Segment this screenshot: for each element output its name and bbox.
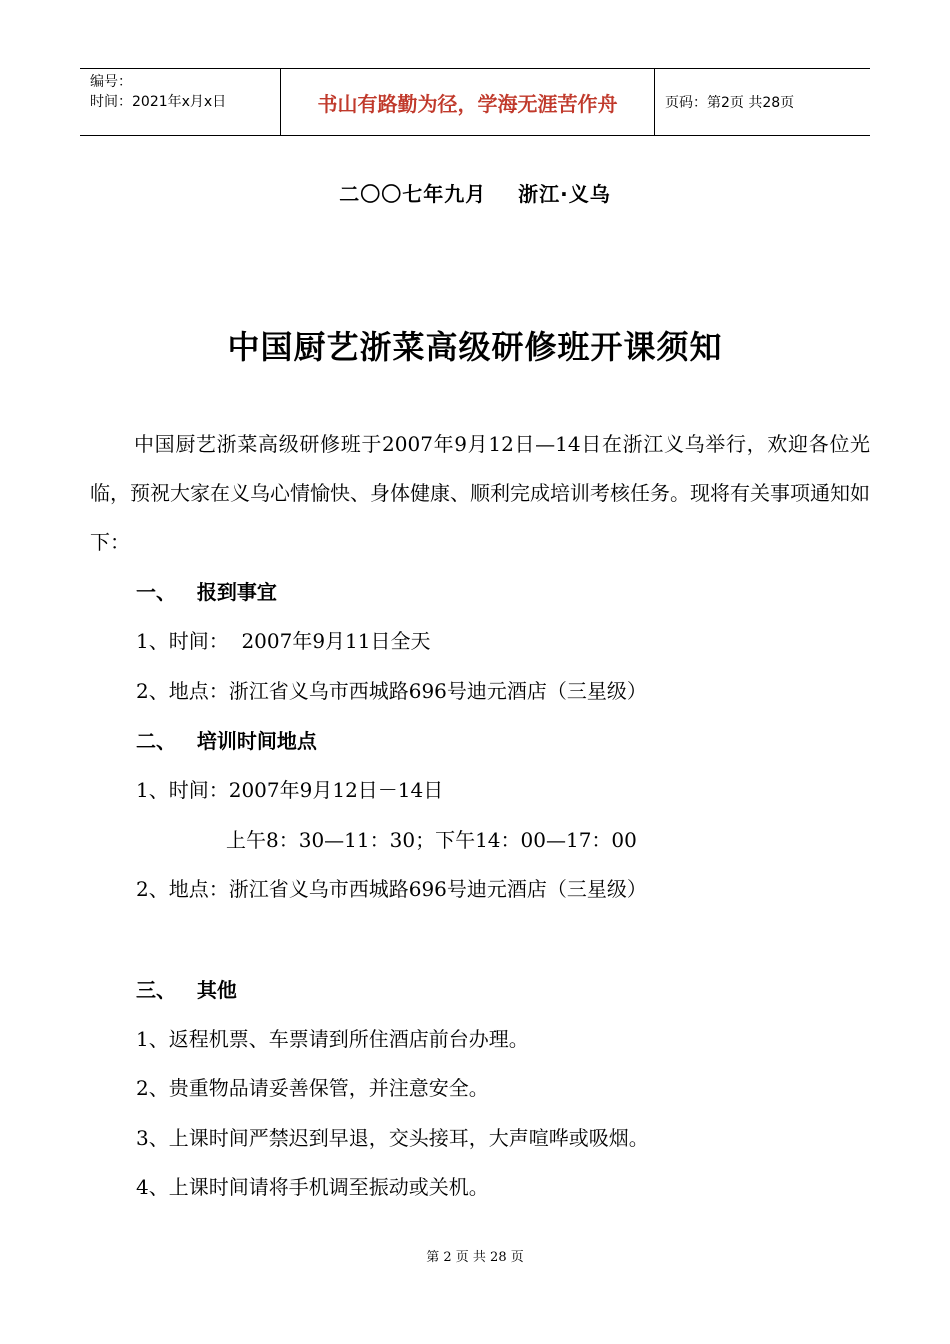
section-heading-1: 一、 报到事宜: [136, 580, 277, 604]
section-2-item-2: 上午8：30—11：30；下午14：00—17：00: [226, 828, 637, 852]
section-2-item-1: 1、时间：2007年9月12日－14日: [136, 778, 444, 802]
section-2-item-3: 2、地点：浙江省义乌市西城路696号迪元酒店（三星级）: [136, 877, 647, 901]
time-label: 时间：2021年x月x日: [90, 94, 227, 110]
motto-text: 书山有路勤为径，学海无涯苦作舟: [317, 91, 618, 116]
header-meta-cell: [80, 69, 281, 135]
page-header: [80, 68, 870, 136]
section-3-item-1: 1、返程机票、车票请到所住酒店前台办理。: [136, 1027, 529, 1051]
section-heading-3: 三、 其他: [136, 978, 237, 1002]
section-3-item-3: 3、上课时间严禁迟到早退，交头接耳，大声喧哗或吸烟。: [136, 1126, 649, 1150]
section-3-item-4: 4、上课时间请将手机调至振动或关机。: [136, 1175, 489, 1199]
document-title: 中国厨艺浙菜高级研修班开课须知: [227, 328, 723, 366]
intro-paragraph: 中国厨艺浙菜高级研修班于2007年9月12日—14日在浙江义乌举行，欢迎各位光临，预祝大家在义乌心情愉快、身体健康、顺利完成培训考核任务。现将有关事项通知如下：: [90, 432, 870, 554]
page-footer: 第 2 页 共 28 页: [426, 1250, 524, 1265]
section-3-item-2: 2、贵重物品请妥善保管，并注意安全。: [136, 1076, 489, 1100]
section-1-item-2: 2、地点：浙江省义乌市西城路696号迪元酒店（三星级）: [136, 679, 647, 703]
section-heading-2: 二、 培训时间地点: [136, 729, 317, 753]
header-motto-cell: [281, 69, 655, 135]
number-label: 编号：: [90, 74, 132, 90]
header-page-cell: [655, 69, 870, 135]
date-location: 二〇〇七年九月 浙江·义乌: [339, 182, 611, 206]
header-page-info: 页码：第2页 共28页: [665, 95, 795, 111]
section-1-item-1: 1、时间： 2007年9月11日全天: [136, 629, 431, 653]
